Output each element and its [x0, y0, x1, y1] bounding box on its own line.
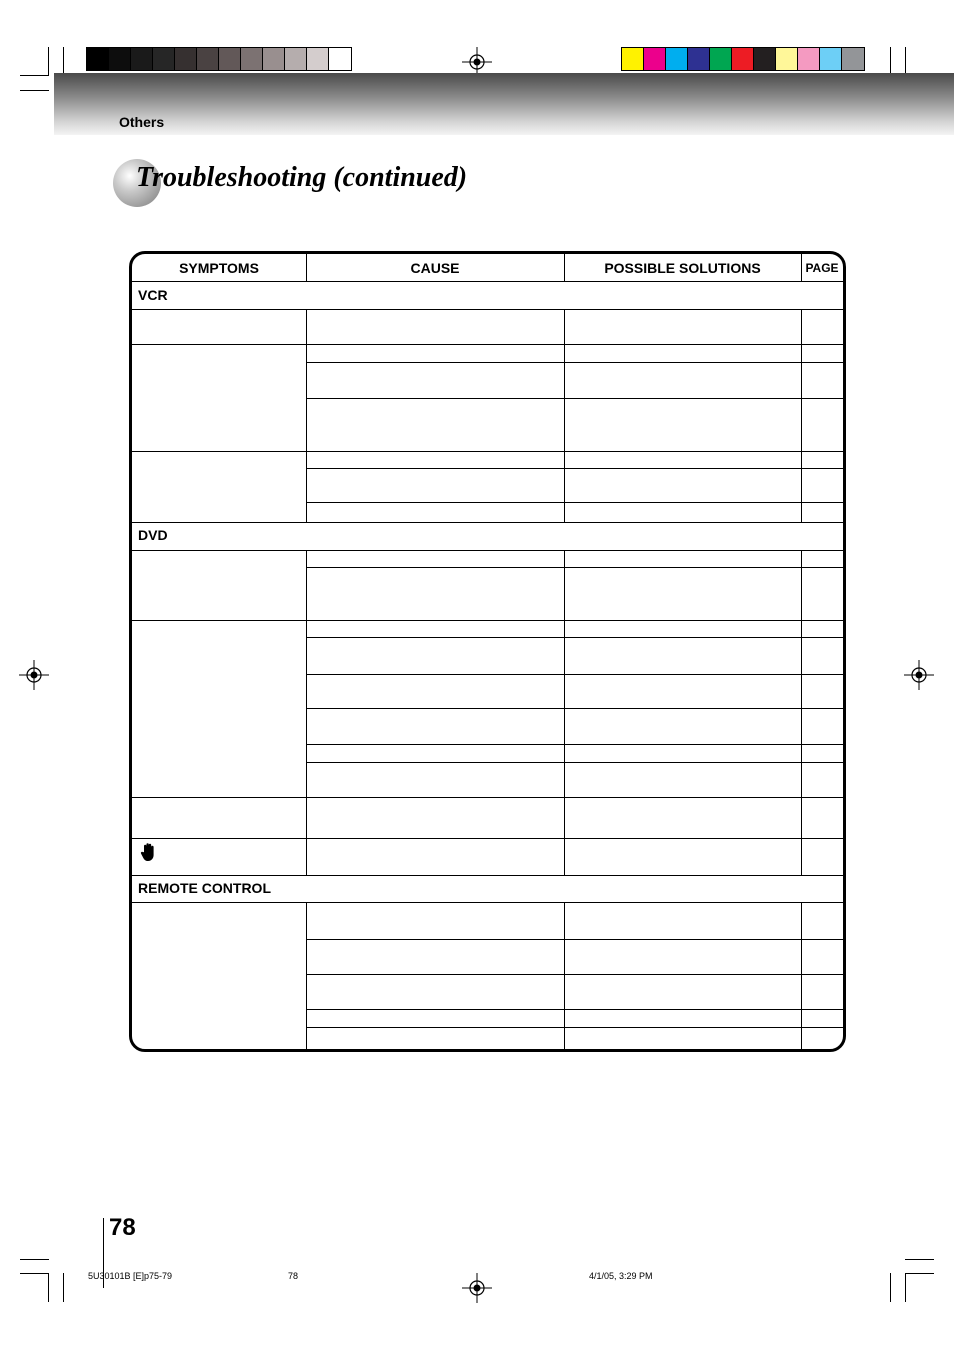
footer-file: 5U30101B [E]p75-79: [88, 1271, 173, 1281]
calibration-swatch: [263, 48, 285, 70]
table-rule: [801, 550, 802, 875]
table-rule: [306, 362, 843, 363]
calibration-swatch: [666, 48, 688, 70]
page-number: 78: [109, 1214, 136, 1241]
registration-target-icon: [462, 1273, 492, 1303]
footer-page: 78: [288, 1271, 299, 1281]
calibration-swatch: [688, 48, 710, 70]
calibration-swatch: [307, 48, 329, 70]
hand-stop-icon: [140, 842, 158, 862]
calibration-swatch: [776, 48, 798, 70]
registration-target-icon: [19, 660, 49, 690]
table-rule: [801, 309, 802, 522]
table-rule: [306, 744, 843, 745]
calibration-swatch: [219, 48, 241, 70]
crop-mark: [20, 75, 49, 76]
table-rule: [306, 398, 843, 399]
header-band: [54, 73, 954, 135]
crop-mark: [63, 1273, 64, 1302]
crop-mark: [905, 1273, 906, 1302]
table-rule: [132, 797, 843, 798]
section-dvd: DVD: [138, 527, 168, 543]
grayscale-calibration-bar: [86, 47, 352, 71]
crop-mark: [905, 1273, 934, 1274]
section-label: Others: [119, 114, 165, 130]
calibration-swatch: [109, 48, 131, 70]
crop-mark: [20, 1259, 49, 1260]
footer-date: 4/1/05, 3:29 PM: [589, 1271, 653, 1281]
crop-mark: [20, 1273, 49, 1274]
section-vcr: VCR: [138, 287, 168, 303]
calibration-swatch: [285, 48, 307, 70]
color-calibration-bar: [621, 47, 865, 71]
table-rule: [801, 254, 802, 281]
table-rule: [306, 468, 843, 469]
calibration-swatch: [131, 48, 153, 70]
troubleshooting-table: [129, 251, 846, 1052]
table-rule: [132, 309, 843, 310]
calibration-swatch: [820, 48, 842, 70]
table-rule: [306, 1009, 843, 1010]
crop-mark: [890, 47, 891, 76]
section-remote-control: REMOTE CONTROL: [138, 880, 271, 896]
table-rule: [132, 620, 843, 621]
table-rule: [306, 567, 843, 568]
calibration-swatch: [329, 48, 351, 70]
table-rule: [306, 902, 307, 1050]
calibration-swatch: [644, 48, 666, 70]
table-rule: [132, 451, 843, 452]
table-rule: [306, 637, 843, 638]
table-rule: [306, 550, 307, 875]
calibration-swatch: [241, 48, 263, 70]
table-rule: [306, 974, 843, 975]
table-rule: [564, 550, 565, 875]
table-rule: [306, 309, 307, 522]
crop-mark: [890, 1273, 891, 1302]
table-rule: [132, 902, 843, 903]
crop-mark: [48, 47, 49, 76]
table-rule: [132, 281, 843, 282]
column-header-cause: CAUSE: [410, 260, 460, 276]
table-rule: [132, 344, 843, 345]
table-rule: [306, 939, 843, 940]
calibration-swatch: [622, 48, 644, 70]
table-rule: [306, 254, 307, 281]
crop-mark: [63, 47, 64, 76]
table-rule: [132, 838, 843, 839]
table-rule: [306, 1027, 843, 1028]
calibration-swatch: [153, 48, 175, 70]
calibration-swatch: [175, 48, 197, 70]
calibration-swatch: [87, 48, 109, 70]
calibration-swatch: [732, 48, 754, 70]
crop-mark: [20, 90, 49, 91]
column-header-page: PAGE: [805, 261, 839, 275]
table-rule: [132, 550, 843, 551]
page-title: Troubleshooting (continued): [136, 162, 468, 193]
table-rule: [306, 502, 843, 503]
table-rule: [564, 902, 565, 1050]
table-rule: [132, 875, 843, 876]
table-rule: [801, 902, 802, 1050]
table-rule: [306, 762, 843, 763]
calibration-swatch: [798, 48, 820, 70]
column-header-solutions: POSSIBLE SOLUTIONS: [604, 260, 761, 276]
crop-mark: [48, 1273, 49, 1302]
crop-mark: [905, 1259, 934, 1260]
registration-target-icon: [904, 660, 934, 690]
calibration-swatch: [197, 48, 219, 70]
table-rule: [564, 309, 565, 522]
calibration-swatch: [710, 48, 732, 70]
column-header-symptoms: SYMPTOMS: [179, 260, 259, 276]
table-rule: [306, 708, 843, 709]
table-rule: [306, 674, 843, 675]
crop-mark: [905, 47, 906, 76]
table-rule: [564, 254, 565, 281]
calibration-swatch: [754, 48, 776, 70]
table-rule: [132, 522, 843, 523]
calibration-swatch: [842, 48, 864, 70]
